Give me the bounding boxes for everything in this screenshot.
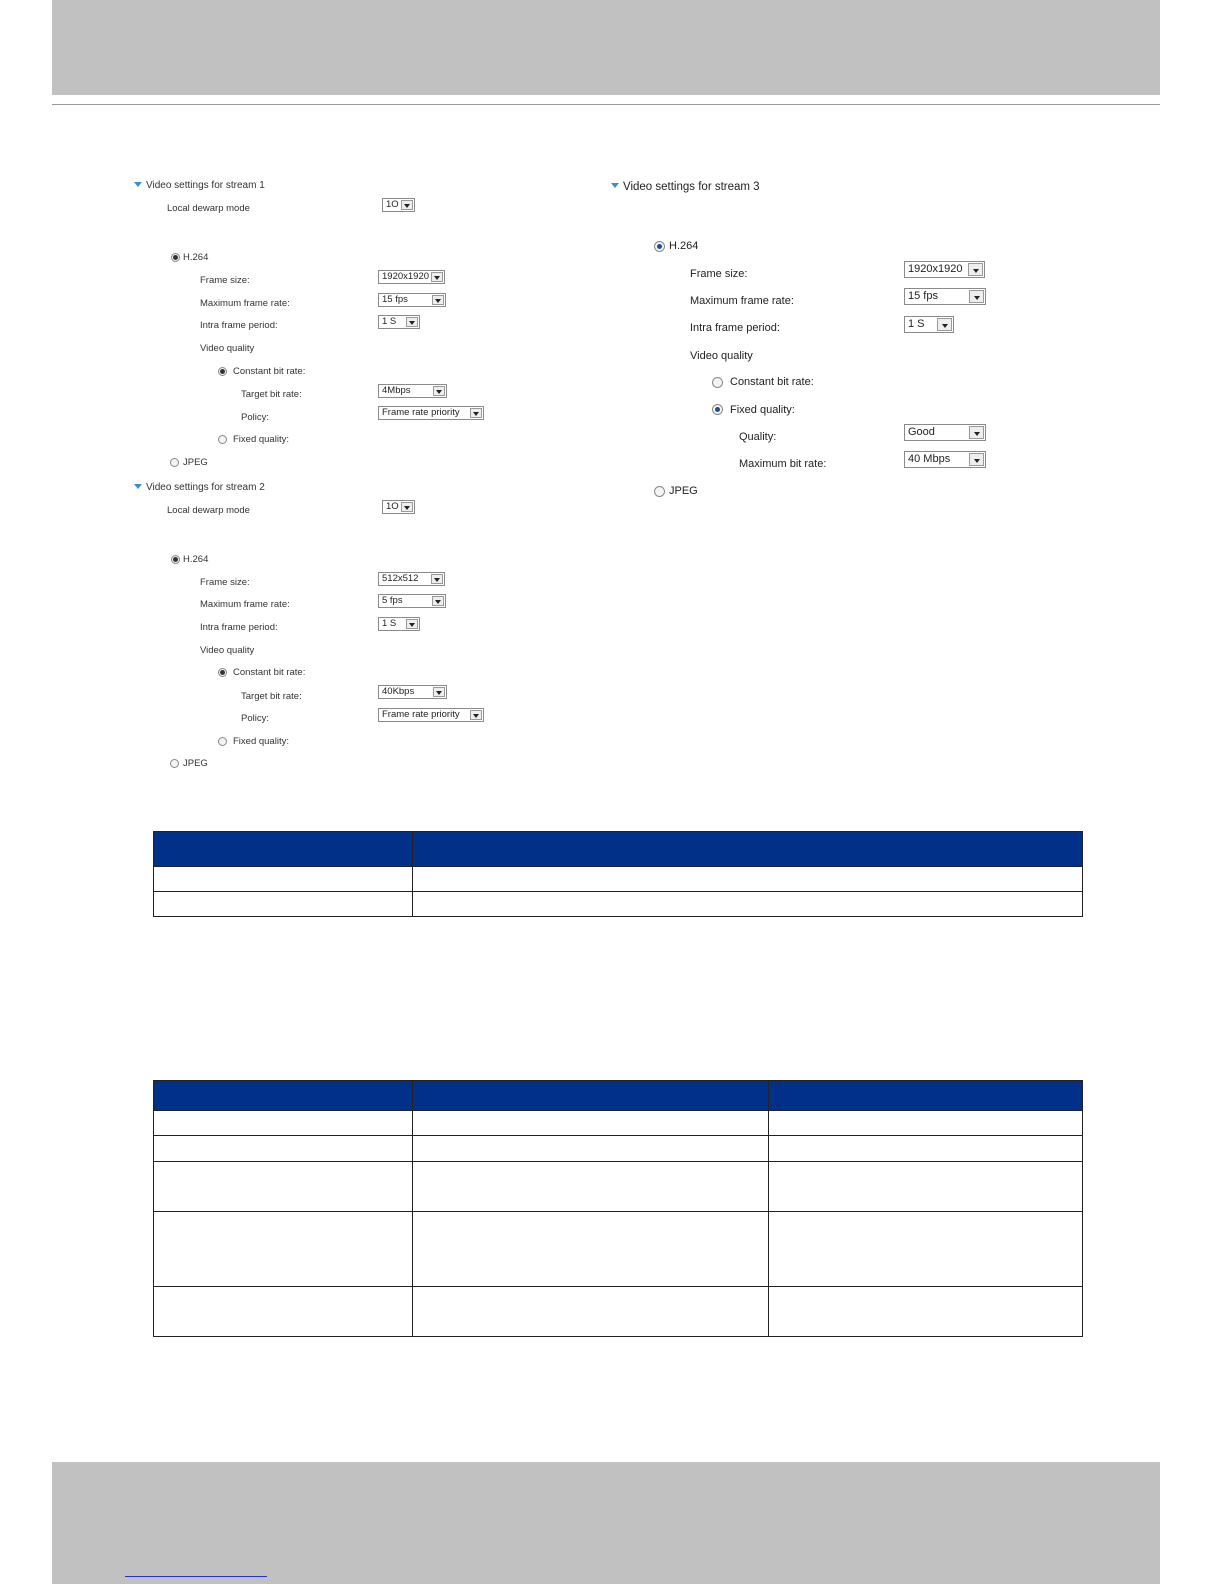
footer-link[interactable] <box>125 1576 267 1577</box>
table-cell <box>413 1111 769 1136</box>
dropdown-arrow-icon[interactable] <box>969 453 984 466</box>
stream1-target-value: 4Mbps <box>382 385 411 396</box>
stream3-cbr-radio[interactable] <box>712 377 723 388</box>
stream1-intra-select[interactable] <box>378 315 420 329</box>
stream1-jpeg-label: JPEG <box>183 457 208 468</box>
table-cell <box>769 1162 1083 1212</box>
table-cell <box>154 892 413 917</box>
stream3-max-bit-rate-select[interactable] <box>904 451 986 468</box>
dropdown-arrow-icon[interactable] <box>433 386 445 396</box>
stream2-intra-label: Intra frame period: <box>200 622 278 633</box>
spec-table-2 <box>153 1080 1083 1337</box>
stream1-target-select[interactable] <box>378 384 447 398</box>
stream3-frame-size-select[interactable] <box>904 261 985 278</box>
table-row <box>154 1111 1083 1136</box>
table-header-cell <box>154 1081 413 1111</box>
dropdown-arrow-icon[interactable] <box>432 596 444 606</box>
table-cell <box>154 1111 413 1136</box>
stream2-intra-select[interactable] <box>378 617 420 631</box>
stream1-jpeg-radio[interactable] <box>170 458 179 467</box>
dropdown-arrow-icon[interactable] <box>968 263 983 276</box>
stream1-intra-value: 1 S <box>382 316 397 327</box>
table-cell <box>413 1212 769 1287</box>
dropdown-arrow-icon[interactable] <box>937 318 952 331</box>
dropdown-arrow-icon[interactable] <box>470 408 482 418</box>
table-header-cell <box>769 1081 1083 1111</box>
stream1-target-label: Target bit rate: <box>241 389 302 400</box>
dropdown-arrow-icon[interactable] <box>406 317 418 327</box>
table-cell <box>413 892 1083 917</box>
stream3-cbr-label: Constant bit rate: <box>730 376 814 388</box>
dropdown-arrow-icon[interactable] <box>432 295 444 305</box>
table-header-cell <box>413 832 1083 867</box>
stream3-fixed-radio[interactable] <box>712 404 723 415</box>
stream1-cbr-label: Constant bit rate: <box>233 366 306 377</box>
table-cell <box>413 1287 769 1337</box>
stream3-quality-value: Good <box>908 426 935 438</box>
table-cell <box>154 1162 413 1212</box>
dropdown-arrow-icon[interactable] <box>470 710 482 720</box>
table-cell <box>154 1136 413 1162</box>
stream1-frame-size-label: Frame size: <box>200 275 250 286</box>
stream3-intra-value: 1 S <box>908 318 925 330</box>
stream2-policy-label: Policy: <box>241 713 269 724</box>
stream2-h264-radio[interactable] <box>171 555 180 564</box>
stream3-title: Video settings for stream 3 <box>623 181 760 193</box>
stream2-target-label: Target bit rate: <box>241 691 302 702</box>
stream3-max-frame-rate-select[interactable] <box>904 288 986 305</box>
stream3-max-bit-rate-label: Maximum bit rate: <box>739 458 827 470</box>
stream2-max-frame-rate-label: Maximum frame rate: <box>200 599 290 610</box>
table-header-row <box>154 1081 1083 1111</box>
dropdown-arrow-icon[interactable] <box>406 619 418 629</box>
stream1-max-frame-rate-label: Maximum frame rate: <box>200 298 290 309</box>
table-cell <box>413 867 1083 892</box>
stream2-max-frame-rate-value: 5 fps <box>382 595 403 606</box>
table-row <box>154 1212 1083 1287</box>
stream2-target-select[interactable] <box>378 685 447 699</box>
table-cell <box>413 1162 769 1212</box>
dropdown-arrow-icon[interactable] <box>401 200 413 210</box>
table-row <box>154 892 1083 917</box>
stream2-target-value: 40Kbps <box>382 686 415 697</box>
stream2-video-quality-label: Video quality <box>200 645 255 656</box>
stream3-intra-label: Intra frame period: <box>690 322 780 334</box>
stream2-dewarp-value: 1O <box>386 501 399 512</box>
stream1-toggle[interactable] <box>134 180 265 191</box>
header-rule <box>52 104 1160 105</box>
stream3-jpeg-radio[interactable] <box>654 486 665 497</box>
stream3-intra-select[interactable] <box>904 316 954 333</box>
table-header-row <box>154 832 1083 867</box>
stream1-h264-label: H.264 <box>183 252 209 263</box>
stream2-frame-size-select[interactable] <box>378 572 445 586</box>
stream1-frame-size-value: 1920x1920 <box>382 271 430 282</box>
table-header-cell <box>413 1081 769 1111</box>
stream2-frame-size-value: 512x512 <box>382 573 419 584</box>
stream1-fixed-radio[interactable] <box>218 435 227 444</box>
table-cell <box>154 1287 413 1337</box>
table-row <box>154 867 1083 892</box>
stream1-video-quality-label: Video quality <box>200 343 255 354</box>
dropdown-arrow-icon[interactable] <box>401 502 413 512</box>
stream2-cbr-radio[interactable] <box>218 668 227 677</box>
table-cell <box>769 1212 1083 1287</box>
table-cell <box>154 1212 413 1287</box>
stream1-max-frame-rate-value: 15 fps <box>382 294 408 305</box>
chevron-down-icon <box>611 183 619 188</box>
stream3-toggle[interactable] <box>611 181 760 193</box>
stream1-h264-radio[interactable] <box>171 253 180 262</box>
dropdown-arrow-icon[interactable] <box>969 426 984 439</box>
stream3-h264-radio[interactable] <box>654 241 665 252</box>
table-cell <box>769 1111 1083 1136</box>
stream1-policy-value: Frame rate priority <box>382 407 460 418</box>
stream1-frame-size-select[interactable] <box>378 270 445 284</box>
stream1-cbr-radio[interactable] <box>218 367 227 376</box>
stream2-jpeg-label: JPEG <box>183 758 208 769</box>
stream1-dewarp-value: 1O <box>386 199 399 210</box>
stream1-max-frame-rate-select[interactable] <box>378 293 446 307</box>
stream2-max-frame-rate-select[interactable] <box>378 594 446 608</box>
stream2-title: Video settings for stream 2 <box>146 482 265 493</box>
stream1-dewarp-label: Local dewarp mode <box>167 203 250 214</box>
table-row <box>154 1287 1083 1337</box>
stream2-dewarp-select[interactable] <box>382 500 415 514</box>
chevron-down-icon <box>134 182 142 187</box>
footer-band <box>52 1462 1160 1584</box>
stream3-quality-select[interactable] <box>904 424 986 441</box>
stream1-fixed-label: Fixed quality: <box>233 434 289 445</box>
dropdown-arrow-icon[interactable] <box>433 687 445 697</box>
stream3-jpeg-label: JPEG <box>669 485 698 497</box>
table-row <box>154 1136 1083 1162</box>
stream3-max-frame-rate-value: 15 fps <box>908 290 938 302</box>
stream1-title: Video settings for stream 1 <box>146 180 265 191</box>
stream3-max-bit-rate-value: 40 Mbps <box>908 453 951 465</box>
dropdown-arrow-icon[interactable] <box>969 290 984 303</box>
stream3-h264-label: H.264 <box>669 240 699 252</box>
table-cell <box>769 1287 1083 1337</box>
stream1-intra-label: Intra frame period: <box>200 320 278 331</box>
stream3-fixed-label: Fixed quality: <box>730 404 795 416</box>
stream2-dewarp-label: Local dewarp mode <box>167 505 250 516</box>
stream3-frame-size-value: 1920x1920 <box>908 263 963 275</box>
stream1-policy-label: Policy: <box>241 412 269 423</box>
stream2-toggle[interactable] <box>134 482 265 493</box>
stream2-jpeg-radio[interactable] <box>170 759 179 768</box>
spec-table-1 <box>153 831 1083 917</box>
stream3-max-frame-rate-label: Maximum frame rate: <box>690 295 794 307</box>
stream2-cbr-label: Constant bit rate: <box>233 667 306 678</box>
stream3-video-quality-label: Video quality <box>690 350 753 362</box>
stream2-policy-value: Frame rate priority <box>382 709 460 720</box>
stream3-frame-size-label: Frame size: <box>690 268 748 280</box>
stream2-policy-select[interactable] <box>378 708 484 722</box>
stream2-fixed-radio[interactable] <box>218 737 227 746</box>
stream2-fixed-label: Fixed quality: <box>233 736 289 747</box>
stream3-quality-label: Quality: <box>739 431 777 443</box>
stream2-intra-value: 1 S <box>382 618 397 629</box>
dropdown-arrow-icon[interactable] <box>431 272 443 282</box>
chevron-down-icon <box>134 484 142 489</box>
stream2-h264-label: H.264 <box>183 554 209 565</box>
table-cell <box>769 1136 1083 1162</box>
header-band <box>52 0 1160 95</box>
table-row <box>154 1162 1083 1212</box>
dropdown-arrow-icon[interactable] <box>431 574 443 584</box>
stream2-frame-size-label: Frame size: <box>200 577 250 588</box>
table-cell <box>154 867 413 892</box>
stream1-policy-select[interactable] <box>378 406 484 420</box>
stream1-dewarp-select[interactable] <box>382 198 415 212</box>
table-cell <box>413 1136 769 1162</box>
table-header-cell <box>154 832 413 867</box>
